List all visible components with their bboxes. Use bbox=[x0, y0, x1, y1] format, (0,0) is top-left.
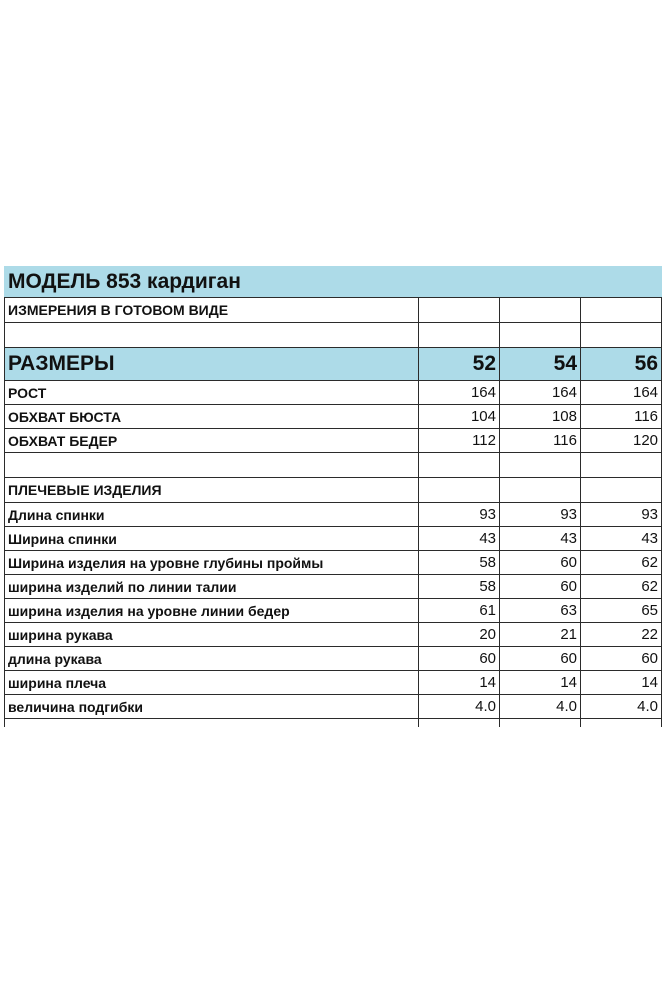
subtitle-row bbox=[5, 298, 662, 323]
empty-cell bbox=[581, 453, 662, 478]
empty-cell bbox=[581, 719, 662, 728]
row-value: 120 bbox=[581, 429, 662, 453]
blank-row bbox=[5, 453, 662, 478]
row-value: 116 bbox=[500, 429, 581, 453]
empty-cell bbox=[500, 298, 581, 323]
row-label: ширина рукава bbox=[5, 623, 419, 647]
empty-cell bbox=[419, 298, 500, 323]
row-value: 22 bbox=[581, 623, 662, 647]
row-value: 43 bbox=[500, 527, 581, 551]
row-label: ширина изделия на уровне линии бедер bbox=[5, 599, 419, 623]
row-label: ОБХВАТ БЮСТА bbox=[5, 405, 419, 429]
garment-row bbox=[5, 575, 662, 599]
trailing-grid-row bbox=[5, 719, 662, 728]
section-row bbox=[5, 478, 662, 503]
row-value: 61 bbox=[419, 599, 500, 623]
empty-cell bbox=[500, 719, 581, 728]
sizes-header-row bbox=[5, 348, 662, 381]
blank-row bbox=[5, 323, 662, 348]
size-54: 54 bbox=[500, 348, 581, 381]
row-value: 60 bbox=[500, 575, 581, 599]
row-value: 4.0 bbox=[581, 695, 662, 719]
row-value: 65 bbox=[581, 599, 662, 623]
measurements-subtitle: ИЗМЕРЕНИЯ В ГОТОВОМ ВИДЕ bbox=[5, 298, 419, 323]
row-value: 4.0 bbox=[419, 695, 500, 719]
row-label: Ширина изделия на уровне глубины проймы bbox=[5, 551, 419, 575]
empty-cell bbox=[419, 478, 500, 503]
section-label: ПЛЕЧЕВЫЕ ИЗДЕЛИЯ bbox=[5, 478, 419, 503]
garment-row bbox=[5, 647, 662, 671]
empty-cell bbox=[419, 323, 500, 348]
garment-row bbox=[5, 551, 662, 575]
empty-cell bbox=[5, 323, 419, 348]
row-value: 116 bbox=[581, 405, 662, 429]
empty-cell bbox=[5, 453, 419, 478]
body-row-hips bbox=[5, 429, 662, 453]
title-row bbox=[5, 267, 662, 298]
row-value: 21 bbox=[500, 623, 581, 647]
empty-cell bbox=[5, 719, 419, 728]
row-value: 164 bbox=[581, 381, 662, 405]
garment-row bbox=[5, 527, 662, 551]
empty-cell bbox=[581, 298, 662, 323]
row-value: 43 bbox=[419, 527, 500, 551]
garment-row bbox=[5, 503, 662, 527]
empty-cell bbox=[500, 478, 581, 503]
row-value: 164 bbox=[500, 381, 581, 405]
empty-cell bbox=[581, 478, 662, 503]
row-label: ширина изделий по линии талии bbox=[5, 575, 419, 599]
row-value: 4.0 bbox=[500, 695, 581, 719]
row-value: 60 bbox=[581, 647, 662, 671]
garment-row bbox=[5, 623, 662, 647]
row-value: 58 bbox=[419, 551, 500, 575]
model-title: МОДЕЛЬ 853 кардиган bbox=[5, 267, 662, 298]
row-value: 14 bbox=[419, 671, 500, 695]
garment-row bbox=[5, 671, 662, 695]
row-value: 58 bbox=[419, 575, 500, 599]
row-value: 93 bbox=[419, 503, 500, 527]
empty-cell bbox=[419, 453, 500, 478]
row-value: 14 bbox=[581, 671, 662, 695]
row-label: длина рукава bbox=[5, 647, 419, 671]
row-value: 108 bbox=[500, 405, 581, 429]
empty-cell bbox=[419, 719, 500, 728]
body-row-height bbox=[5, 381, 662, 405]
row-value: 62 bbox=[581, 575, 662, 599]
row-value: 60 bbox=[419, 647, 500, 671]
row-value: 60 bbox=[500, 551, 581, 575]
row-label: РОСТ bbox=[5, 381, 419, 405]
row-value: 93 bbox=[500, 503, 581, 527]
sizes-label: РАЗМЕРЫ bbox=[5, 348, 419, 381]
size-chart-sheet bbox=[4, 266, 660, 727]
row-value: 164 bbox=[419, 381, 500, 405]
empty-cell bbox=[500, 453, 581, 478]
row-label: ширина плеча bbox=[5, 671, 419, 695]
row-label: Ширина спинки bbox=[5, 527, 419, 551]
row-value: 63 bbox=[500, 599, 581, 623]
row-value: 93 bbox=[581, 503, 662, 527]
row-value: 14 bbox=[500, 671, 581, 695]
row-label: ОБХВАТ БЕДЕР bbox=[5, 429, 419, 453]
empty-cell bbox=[500, 323, 581, 348]
row-label: величина подгибки bbox=[5, 695, 419, 719]
row-value: 60 bbox=[500, 647, 581, 671]
row-value: 112 bbox=[419, 429, 500, 453]
size-chart-table bbox=[4, 266, 662, 727]
size-52: 52 bbox=[419, 348, 500, 381]
row-label: Длина спинки bbox=[5, 503, 419, 527]
row-value: 62 bbox=[581, 551, 662, 575]
row-value: 20 bbox=[419, 623, 500, 647]
size-56: 56 bbox=[581, 348, 662, 381]
row-value: 104 bbox=[419, 405, 500, 429]
body-row-bust bbox=[5, 405, 662, 429]
garment-row bbox=[5, 695, 662, 719]
garment-row bbox=[5, 599, 662, 623]
row-value: 43 bbox=[581, 527, 662, 551]
empty-cell bbox=[581, 323, 662, 348]
